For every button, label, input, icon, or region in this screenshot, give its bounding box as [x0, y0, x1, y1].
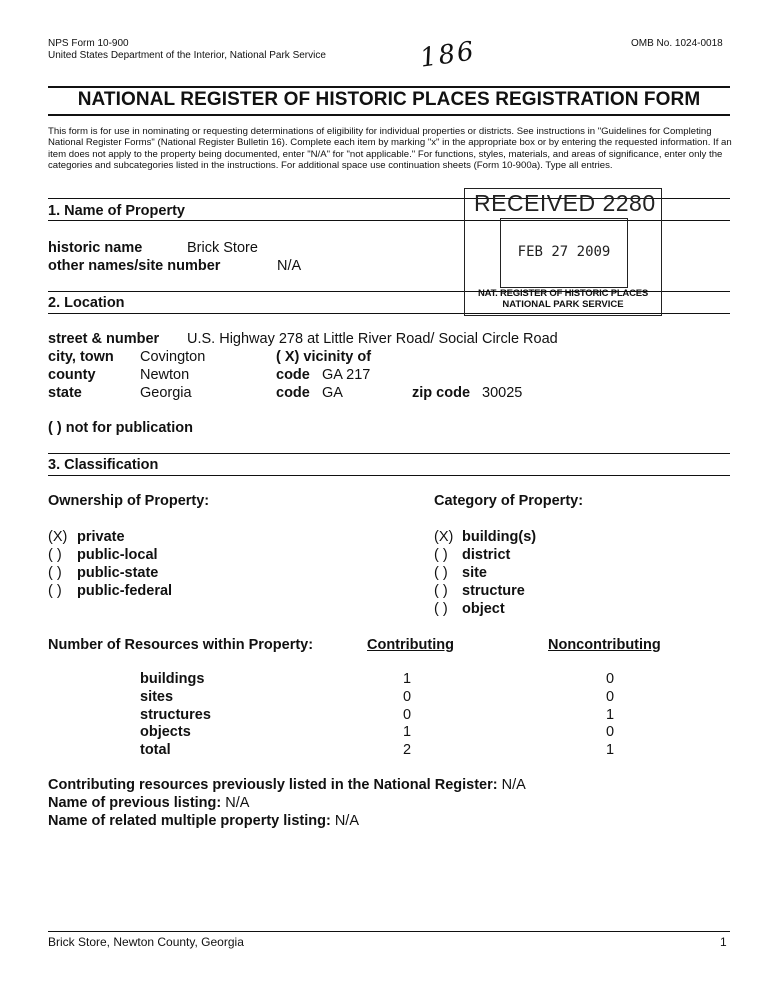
category-mark: ( ): [434, 565, 448, 581]
resource-label: structures: [140, 707, 211, 723]
historic-name-value: Brick Store: [187, 240, 258, 256]
section3-bottom-rule: [48, 475, 730, 476]
ownership-mark: ( ): [48, 547, 62, 563]
resource-contributing: 1: [402, 671, 412, 687]
resources-title: Number of Resources within Property:: [48, 637, 314, 653]
resource-noncontributing: 0: [605, 724, 615, 740]
category-title: Category of Property:: [434, 493, 584, 509]
state-label: state: [48, 385, 82, 401]
department: United States Department of the Interior, National Park Service: [48, 50, 326, 61]
section3-top-rule: [48, 453, 730, 454]
street-label: street & number: [48, 331, 160, 347]
category-option-label: site: [462, 565, 487, 581]
ownership-option-label: private: [77, 529, 125, 545]
ownership-mark: (X): [48, 529, 68, 545]
section1-title: 1. Name of Property: [48, 203, 185, 219]
zip-value: 30025: [482, 385, 523, 401]
resource-label: objects: [140, 724, 191, 740]
section2-title: 2. Location: [48, 295, 125, 311]
resource-noncontributing: 0: [605, 671, 615, 687]
stamp-date: FEB 27 2009: [517, 244, 611, 260]
category-mark: ( ): [434, 547, 448, 563]
previous-listing: [48, 795, 249, 811]
resource-noncontributing: 1: [605, 742, 615, 758]
ownership-option-label: public-federal: [77, 583, 173, 599]
previously-listed: [48, 777, 526, 793]
title-bottom-rule: [48, 114, 730, 116]
category-mark: ( ): [434, 583, 448, 599]
related-listing: [48, 813, 359, 829]
category-option-label: building(s): [462, 529, 537, 545]
state-value: Georgia: [140, 385, 192, 401]
city-value: Covington: [140, 349, 206, 365]
state-code-value: GA: [322, 385, 343, 401]
handwritten-number: 186: [418, 36, 478, 74]
related-listing-label: Name of related multiple property listing:: [48, 813, 331, 829]
resource-contributing: 0: [402, 689, 412, 705]
other-names-label: other names/site number: [48, 258, 221, 274]
footer-rule: [48, 931, 730, 932]
historic-name-label: historic name: [48, 240, 143, 256]
related-listing-value: N/A: [334, 813, 359, 829]
category-option-label: district: [462, 547, 511, 563]
stamp-received-text: RECEIVED 2280: [474, 190, 656, 216]
street-value: U.S. Highway 278 at Little River Road/ Social Circle Road: [187, 331, 558, 347]
resource-label: buildings: [140, 671, 205, 687]
page-title: NATIONAL REGISTER OF HISTORIC PLACES REGISTRATION FORM: [77, 89, 701, 110]
noncontributing-header: Noncontributing: [548, 637, 661, 653]
county-label: county: [48, 367, 96, 383]
category-mark: (X): [434, 529, 454, 545]
category-mark: ( ): [434, 601, 448, 617]
instructions-text: This form is for use in nominating or requesting determinations of eligibility for individual properties or districts. See instructions in "Guidelines for Completing National Register Forms" (National Register Bulletin 16). Complete each item by marking "x" in the appropriate box or by entering the requested information. If an item does not apply to the property being documented, enter "N/A" for "not applicable." For functions, styles, materials, and areas of significance, enter only the categories and subcategories listed in the instructions. For additional space use continuation sheets (Form 10-900a). Type all entries.: [48, 126, 732, 172]
category-option-label: structure: [462, 583, 525, 599]
vicinity-marker: ( X) vicinity of: [276, 349, 372, 365]
not-for-publication: ( ) not for publication: [48, 420, 193, 436]
stamp-service-line: NATIONAL PARK SERVICE: [502, 299, 624, 310]
previously-listed-value: N/A: [501, 777, 526, 793]
previously-listed-label: Contributing resources previously listed in the National Register:: [48, 777, 498, 793]
section3-title: 3. Classification: [48, 457, 159, 473]
county-code-label: code: [276, 367, 310, 383]
resource-contributing: 0: [402, 707, 412, 723]
previous-listing-label: Name of previous listing:: [48, 795, 222, 811]
ownership-option-label: public-state: [77, 565, 159, 581]
resource-noncontributing: 0: [605, 689, 615, 705]
category-option-label: object: [462, 601, 505, 617]
stamp-register-line: NAT. REGISTER OF HISTORIC PLACES: [477, 288, 649, 299]
resource-contributing: 2: [402, 742, 412, 758]
ownership-title: Ownership of Property:: [48, 493, 210, 509]
page-number: 1: [720, 935, 727, 949]
contributing-header: Contributing: [367, 637, 454, 653]
ownership-mark: ( ): [48, 583, 62, 599]
footer-property: Brick Store, Newton County, Georgia: [48, 935, 244, 949]
ownership-option-label: public-local: [77, 547, 158, 563]
ownership-mark: ( ): [48, 565, 62, 581]
form-number: NPS Form 10-900: [48, 38, 129, 49]
city-label: city, town: [48, 349, 114, 365]
omb-number: OMB No. 1024-0018: [631, 38, 723, 49]
zip-label: zip code: [412, 385, 471, 401]
county-value: Newton: [140, 367, 190, 383]
state-code-label: code: [276, 385, 310, 401]
resource-contributing: 1: [402, 724, 412, 740]
resource-noncontributing: 1: [605, 707, 615, 723]
other-names-value: N/A: [277, 258, 302, 274]
previous-listing-value: N/A: [225, 795, 250, 811]
resource-label: total: [140, 742, 171, 758]
resource-label: sites: [140, 689, 174, 705]
title-top-rule: [48, 86, 730, 88]
county-code-value: GA 217: [322, 367, 371, 383]
